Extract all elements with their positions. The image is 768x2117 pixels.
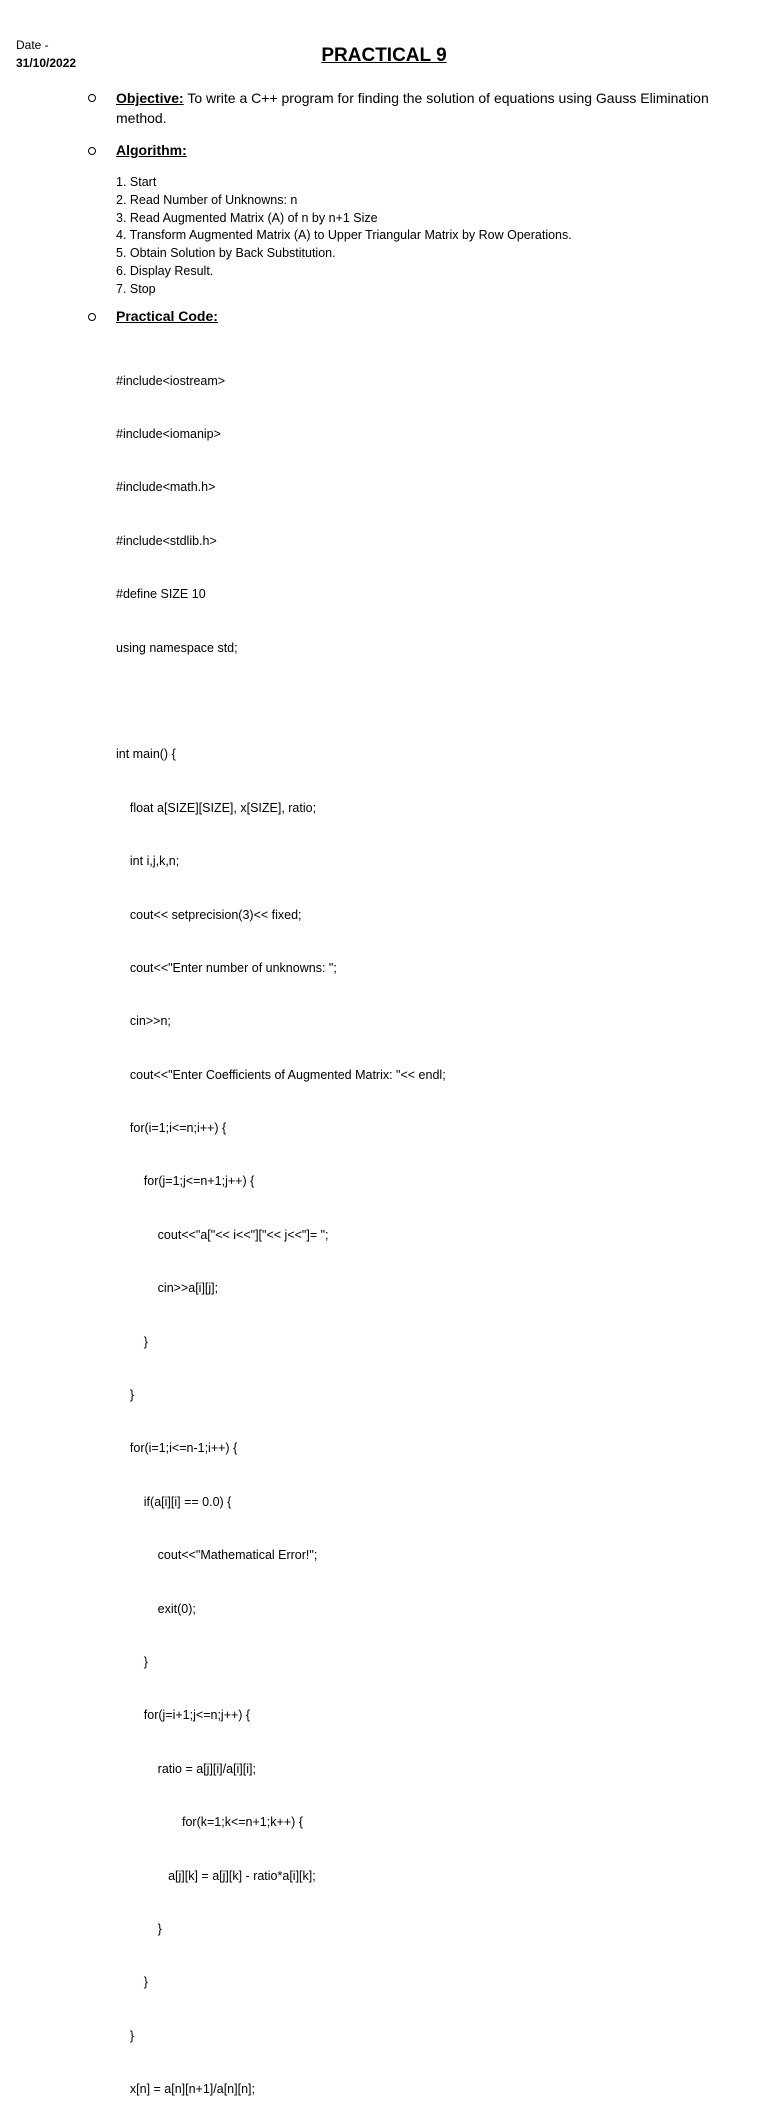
code-line: } [116,1388,135,1403]
algorithm-step: 7. Stop [116,281,156,296]
code-line: cin>>a[i][j]; [116,1281,219,1296]
algorithm-step: 2. Read Number of Unknowns: n [116,192,298,207]
code-line: ratio = a[j][i]/a[i][i]; [116,1761,256,1776]
algorithm-step: 1. Start [116,175,157,189]
code-line: a[j][k] = a[j][k] - ratio*a[i][k]; [116,1868,316,1883]
date-value: 31/10/2022 [16,56,77,70]
code-line: for(i=1;i<=n-1;i++) { [116,1441,238,1456]
code-line: #include<iostream> [116,373,226,388]
algorithm-step: 6. Display Result. [116,263,214,278]
code-line: float a[SIZE][SIZE], x[SIZE], ratio; [116,800,317,815]
algorithm-step: 4. Transform Augmented Matrix (A) to Upper Triangular Matrix by Row Operations. [116,228,572,243]
algorithm-steps [116,174,572,299]
objective-body: To write a C++ program for finding the solution of equations using Gauss Elimination method. [116,90,709,126]
code-block [116,337,446,2117]
code-line: #include<math.h> [116,480,216,495]
code-line: cout<< setprecision(3)<< fixed; [116,907,302,922]
code-line: x[n] = a[n][n+1]/a[n][n]; [116,2082,255,2097]
code-line: cout<<"a["<< i<<"]["<< j<<"]= "; [116,1227,329,1242]
objective-text [116,88,716,128]
algorithm-step: 5. Obtain Solution by Back Substitution. [116,246,336,261]
objective-heading: Objective: [116,90,184,106]
code-line [116,693,446,711]
bullet-icon [88,147,96,155]
code-line: } [116,1654,148,1669]
code-line: } [116,2028,135,2043]
bullet-icon [88,313,96,321]
code-line: } [116,1334,148,1349]
code-line: cout<<"Enter Coefficients of Augmented Matrix: "<< endl; [116,1067,446,1082]
code-line: for(j=1;j<=n+1;j++) { [116,1174,255,1189]
code-line: for(j=i+1;j<=n;j++) { [116,1708,251,1723]
page-title: PRACTICAL 9 [321,45,447,66]
code-line: #include<stdlib.h> [116,533,217,548]
code-line: cout<<"Enter number of unknowns: "; [116,960,337,975]
code-line: for(i=1;i<=n;i++) { [116,1121,227,1136]
bullet-icon [88,94,96,102]
code-line: exit(0); [116,1601,196,1616]
date-label: Date - [16,38,49,52]
code-line: for(k=1;k<=n+1;k++) { [116,1815,303,1830]
code-line: cin>>n; [116,1014,171,1029]
algorithm-step: 3. Read Augmented Matrix (A) of n by n+1 Size [116,210,378,225]
code-line: #include<iomanip> [116,426,221,441]
code-line: } [116,1975,148,1990]
code-line: cout<<"Mathematical Error!"; [116,1548,318,1563]
algorithm-heading: Algorithm: [116,142,187,158]
code-line: if(a[i][i] == 0.0) { [116,1494,232,1509]
code-heading: Practical Code: [116,308,218,324]
code-line: int i,j,k,n; [116,854,180,869]
code-line: #define SIZE 10 [116,587,206,602]
code-line: using namespace std; [116,640,238,655]
code-line: int main() { [116,747,176,762]
code-line: } [116,1921,162,1936]
